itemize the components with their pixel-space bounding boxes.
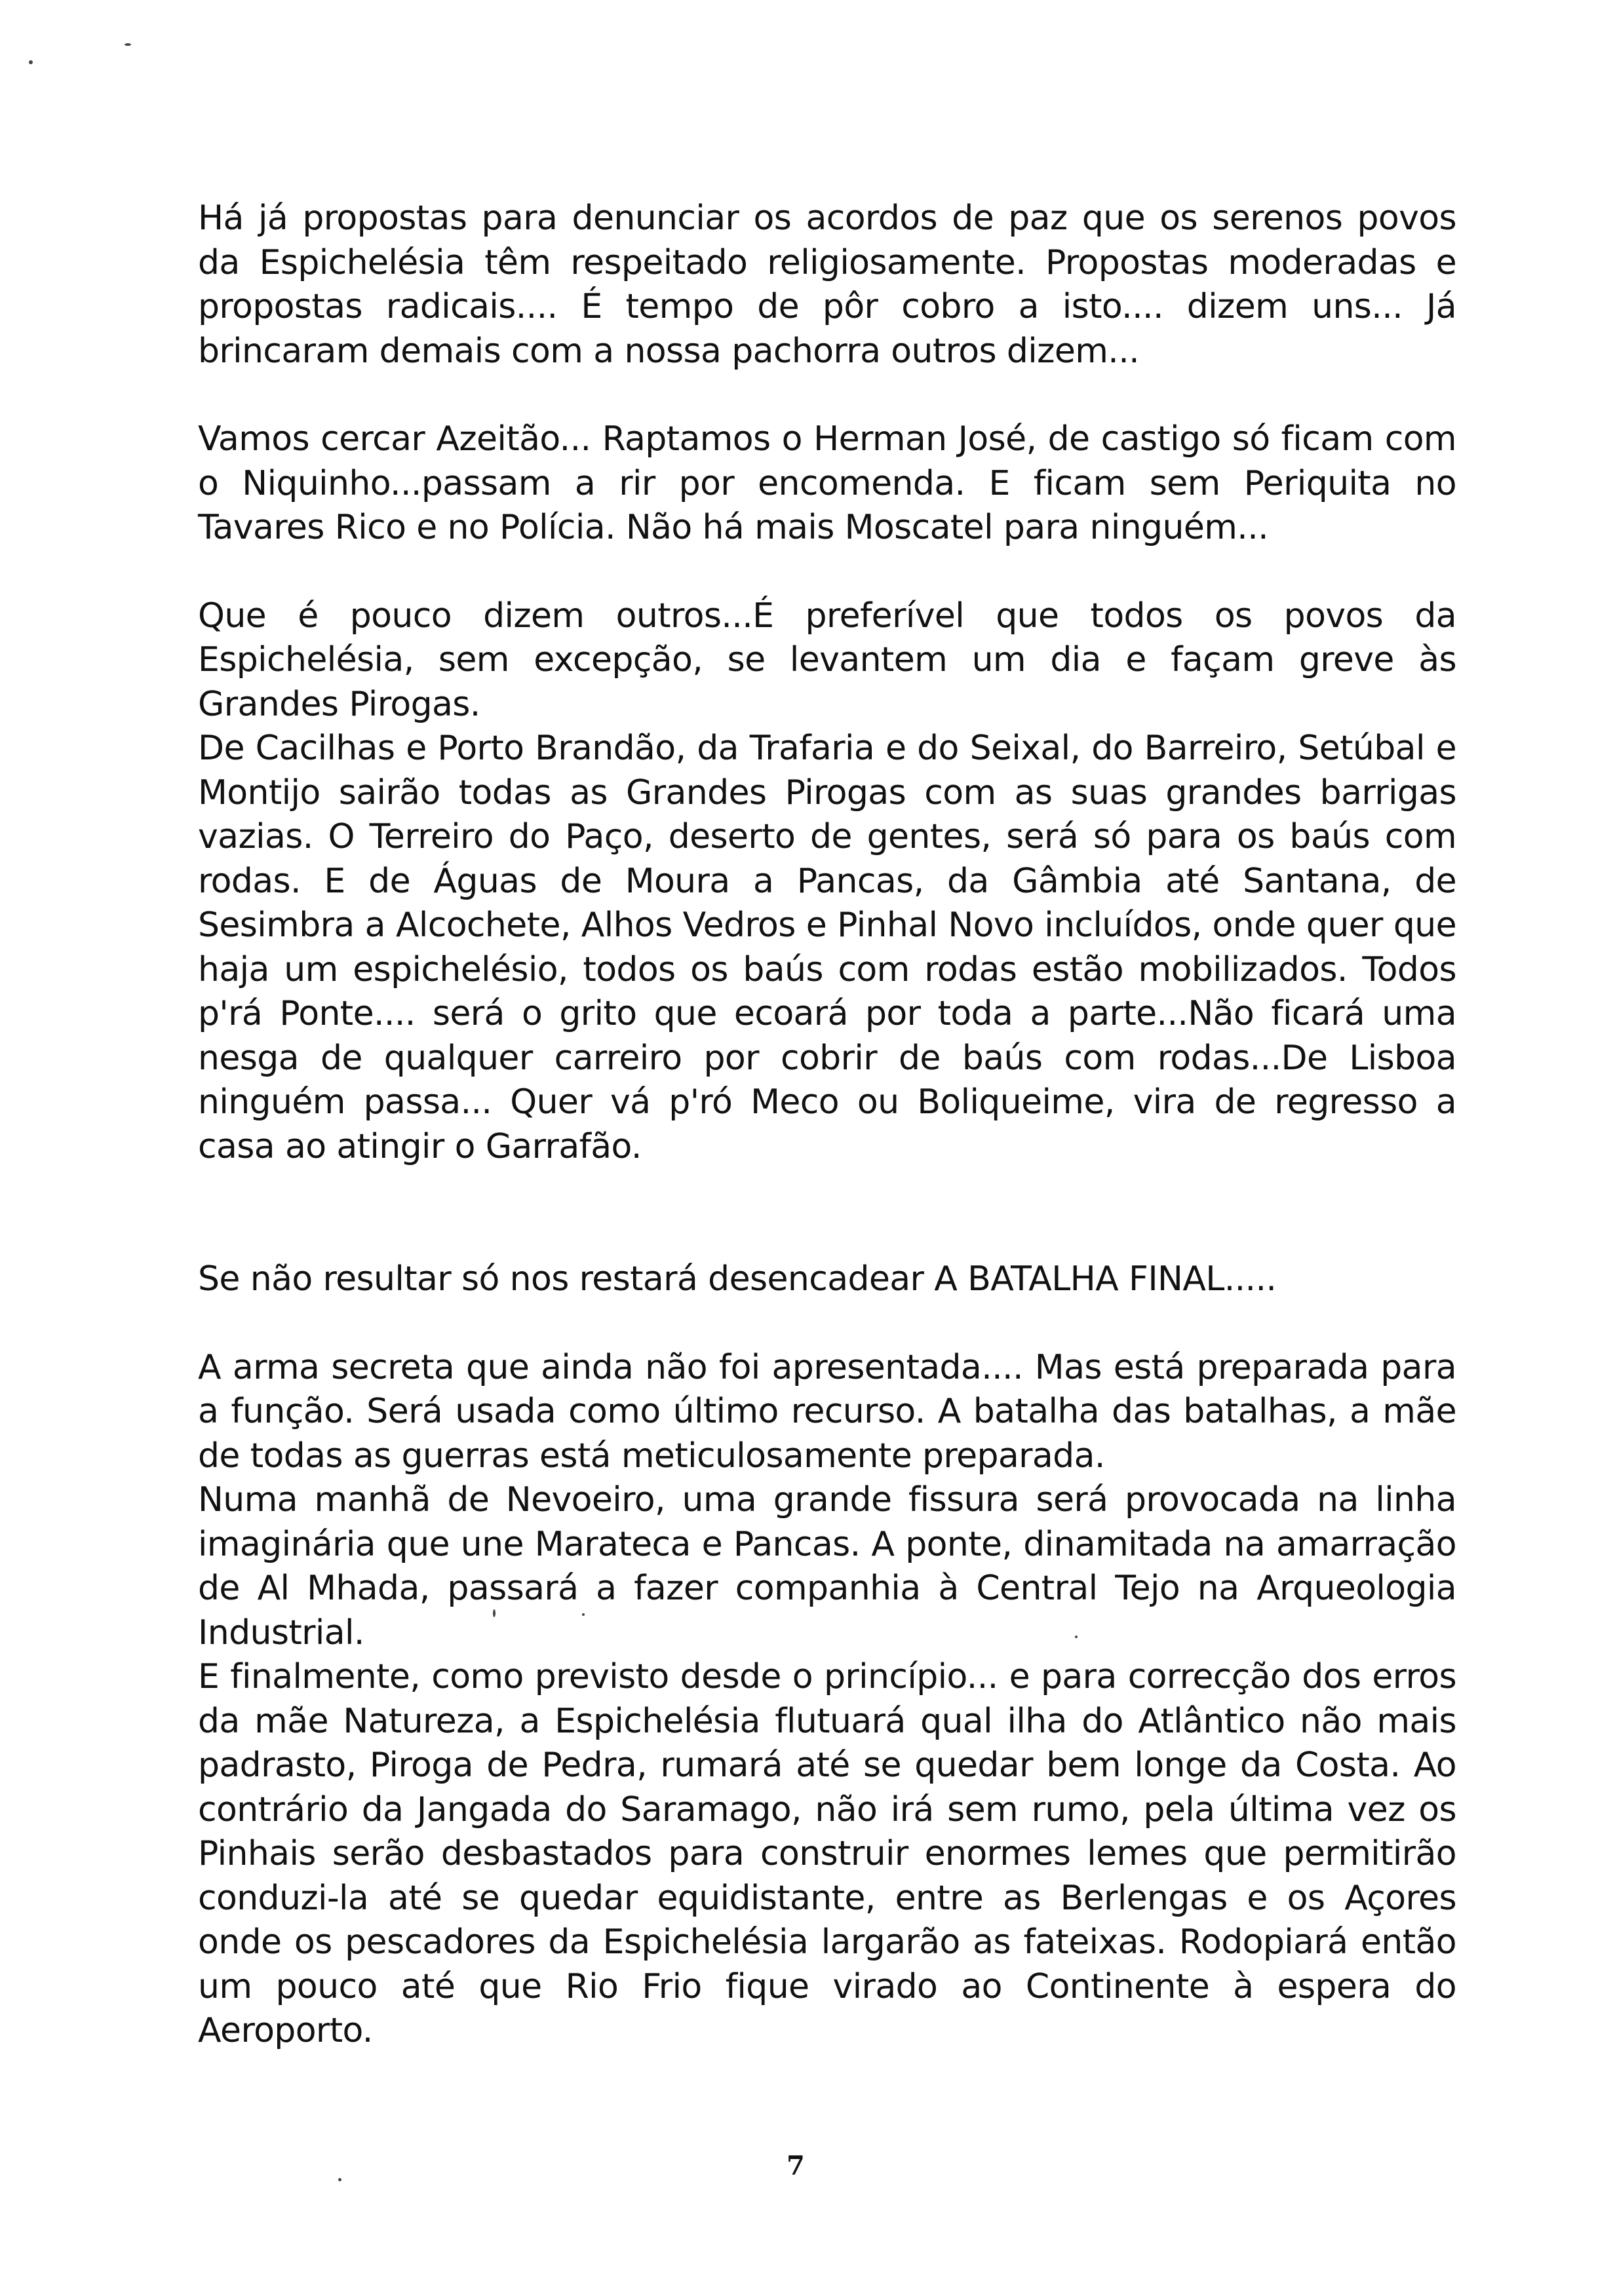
body-text [198,197,1456,2054]
paragraph-arma-secreta: A arma secreta que ainda não foi apresentada.... Mas está preparada para a função. Será usada como último recurso. A batalha das batalhas, a mãe de todas as guerras está meticulosamente preparada. [198,1347,1456,1476]
page-number: 7 [787,2151,805,2181]
scan-speck [125,43,131,46]
paragraph-finalmente: E finalmente, como previsto desde o princípio... e para correcção dos erros da mãe Natureza, a Espichelésia flutuará qual ilha do Atlântico não mais padrasto, Piroga de Pedra, rumará até se quedar bem longe da Costa. Ao contrário da Jangada do Saramago, não irá sem rumo, pela última vez os Pinhais serão desbastados para construir enormes lemes que permitirão conduzi-la até se quedar equidistante, entre as Berlengas e os Açores onde os pescadores da Espichelésia largarão as fateixas. Rodopiará então um pouco até que Rio Frio fique virado ao Continente à espera do Aeroporto. [198,1657,1456,2050]
paragraph-propostas: Há já propostas para denunciar os acordos de paz que os serenos povos da Espichelésia têm respeitado religiosamente. Propostas moderadas e propostas radicais.... É tempo de pôr cobro a isto.... dizem uns... Já brincaram demais com a nossa pachorra outros dizem... [198,199,1456,371]
paragraph-batalha-final: Se não resultar só nos restará desencadear A BATALHA FINAL..... [198,1259,1277,1299]
scan-speck [338,2178,341,2181]
scan-speck [29,60,33,64]
paragraph-nevoeiro: Numa manhã de Nevoeiro, uma grande fissura será provocada na linha imaginária que une Marateca e Pancas. A ponte, dinamitada na amarração de Al Mhada, passará a fazer companhia à Central Tejo na Arqueologia Industrial. [198,1480,1456,1653]
paragraph-azeitao: Vamos cercar Azeitão... Raptamos o Herman José, de castigo só ficam com o Niquinho...passam a rir por encomenda. E ficam sem Periquita no Tavares Rico e no Polícia. Não há mais Moscatel para ninguém... [198,419,1456,547]
paragraph-cacilhas: De Cacilhas e Porto Brandão, da Trafaria e do Seixal, do Barreiro, Setúbal e Montijo sairão todas as Grandes Pirogas com as suas grandes barrigas vazias. O Terreiro do Paço, deserto de gentes, será só para os baús com rodas. E de Águas de Moura a Pancas, da Gâmbia até Santana, de Sesimbra a Alcochete, Alhos Vedros e Pinhal Novo incluídos, onde quer que haja um espichelésio, todos os baús com rodas estão mobilizados. Todos p'rá Ponte.... será o grito que ecoará por toda a parte...Não ficará uma nesga de qualquer carreiro por cobrir de baús com rodas...De Lisboa ninguém passa... Quer vá p'ró Meco ou Boliqueime, vira de regresso a casa ao atingir o Garrafão. [198,729,1456,1166]
paragraph-greve: Que é pouco dizem outros...É preferível que todos os povos da Espichelésia, sem excepção, se levantem um dia e façam greve às Grandes Pirogas. [198,596,1456,724]
